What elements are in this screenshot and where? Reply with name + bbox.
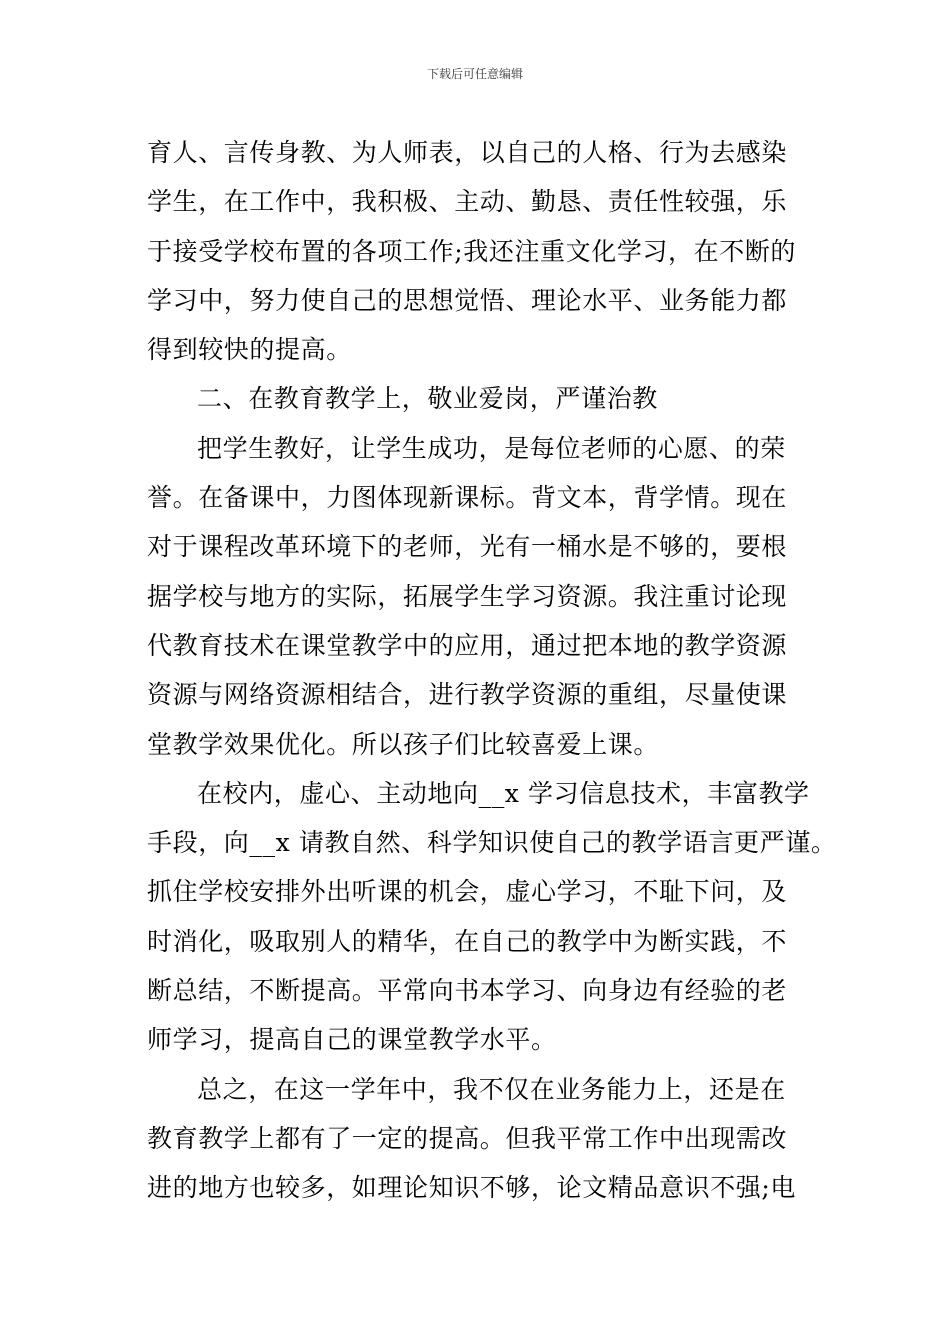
text-line: 于接受学校布置的各项工作;我还注重文化学习，在不断的 (147, 236, 797, 266)
text-line: 对于课程改革环境下的老师，光有一桶水是不够的，要根 (147, 532, 788, 562)
text-line: 育人、言传身教、为人师表，以自己的人格、行为去感染 (147, 138, 788, 167)
document-body (147, 128, 837, 1213)
text-line: 师学习，提高自己的课堂教学水平。 (147, 1025, 557, 1055)
text-line: 誉。在备课中，力图体现新课标。背文本，背学情。现在 (147, 483, 788, 513)
text-line: 把学生教好，让学生成功，是每位老师的心愿、的荣 (197, 433, 786, 463)
text-line: 在校内，虚心、主动地向__x 学习信息技术，丰富教学 (197, 778, 810, 808)
text-line: 总之，在这一学年中，我不仅在业务能力上，还是在 (197, 1074, 786, 1104)
section-heading: 二、在教育教学上，敬业爱岗，严谨治教 (197, 384, 658, 414)
text-line: 学生，在工作中，我积极、主动、勤恳、责任性较强，乐 (147, 187, 788, 217)
text-line: 抓住学校安排外出听课的机会，虚心学习，不耻下问，及 (147, 877, 788, 907)
text-line: 得到较快的提高。 (147, 335, 352, 365)
text-line: 代教育技术在课堂教学中的应用，通过把本地的教学资源 (147, 630, 788, 660)
text-line: 学习中，努力使自己的思想觉悟、理论水平、业务能力都 (147, 285, 788, 315)
text-line: 断总结，不断提高。平常向书本学习、向身边有经验的老 (147, 976, 788, 1006)
page-header: 下载后可任意编辑 (426, 67, 523, 81)
text-line: 资源与网络资源相结合，进行教学资源的重组，尽量使课 (147, 680, 788, 710)
text-line: 进的地方也较多，如理论知识不够，论文精品意识不强;电 (147, 1173, 797, 1203)
text-line: 时消化，吸取别人的精华，在自己的教学中为断实践，不 (147, 926, 788, 956)
text-line: 教育教学上都有了一定的提高。但我平常工作中出现需改 (147, 1123, 788, 1153)
text-line: 手段，向__x 请教自然、科学知识使自己的教学语言更严谨。 (147, 828, 837, 858)
text-line: 堂教学效果优化。所以孩子们比较喜爱上课。 (147, 729, 660, 759)
text-line: 据学校与地方的实际，拓展学生学习资源。我注重讨论现 (147, 581, 788, 611)
